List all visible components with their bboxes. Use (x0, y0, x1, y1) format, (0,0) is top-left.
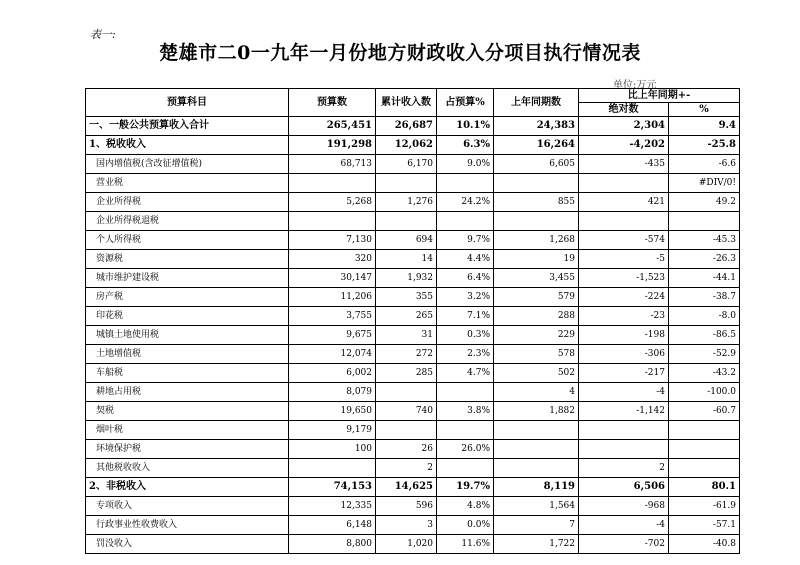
row-last-year (494, 421, 579, 440)
row-budget: 74,153 (289, 478, 376, 497)
row-last-year: 7 (494, 516, 579, 535)
row-budget: 9,675 (289, 326, 376, 345)
table-row (86, 117, 740, 136)
row-abs: -1,523 (579, 269, 669, 288)
row-last-year: 24,383 (494, 117, 579, 136)
row-pct: 9.4 (669, 117, 740, 136)
row-budget: 11,206 (289, 288, 376, 307)
row-last-year: 16,264 (494, 136, 579, 155)
row-budget: 12,074 (289, 345, 376, 364)
row-cumulative: 3 (376, 516, 437, 535)
row-pct: -100.0 (669, 383, 740, 402)
row-last-year: 578 (494, 345, 579, 364)
row-pct-budget: 0.0% (437, 516, 494, 535)
row-last-year: 229 (494, 326, 579, 345)
row-abs (579, 440, 669, 459)
row-name: 城市维护建设税 (86, 269, 289, 288)
row-pct-budget: 11.6% (437, 535, 494, 554)
header-budget: 预算数 (289, 89, 376, 117)
row-name: 国内增值税(含改征增值税) (86, 155, 289, 174)
table-row (86, 231, 740, 250)
row-cumulative: 740 (376, 402, 437, 421)
row-pct: -61.9 (669, 497, 740, 516)
row-pct: 49.2 (669, 193, 740, 212)
row-abs: -23 (579, 307, 669, 326)
row-name: 行政事业性收费收入 (86, 516, 289, 535)
row-cumulative (376, 212, 437, 231)
row-cumulative: 6,170 (376, 155, 437, 174)
row-abs: -306 (579, 345, 669, 364)
row-name: 契税 (86, 402, 289, 421)
row-cumulative: 14,625 (376, 478, 437, 497)
row-abs: -4 (579, 383, 669, 402)
row-last-year: 288 (494, 307, 579, 326)
row-last-year: 19 (494, 250, 579, 269)
row-budget: 8,079 (289, 383, 376, 402)
row-cumulative: 1,020 (376, 535, 437, 554)
row-pct: -25.8 (669, 136, 740, 155)
row-pct: -6.6 (669, 155, 740, 174)
row-last-year: 3,455 (494, 269, 579, 288)
row-pct: -8.0 (669, 307, 740, 326)
row-name: 环境保护税 (86, 440, 289, 459)
row-last-year: 1,722 (494, 535, 579, 554)
row-budget (289, 174, 376, 193)
row-cumulative: 26 (376, 440, 437, 459)
row-name: 罚没收入 (86, 535, 289, 554)
row-abs: -5 (579, 250, 669, 269)
table-row (86, 212, 740, 231)
row-abs: -4,202 (579, 136, 669, 155)
row-pct: -86.5 (669, 326, 740, 345)
row-budget: 5,268 (289, 193, 376, 212)
header-compare: 比上年同期+- (579, 89, 740, 103)
row-pct-budget (437, 383, 494, 402)
row-last-year: 8,119 (494, 478, 579, 497)
row-pct: -45.3 (669, 231, 740, 250)
row-pct-budget: 2.3% (437, 345, 494, 364)
row-pct-budget: 7.1% (437, 307, 494, 326)
table-row (86, 364, 740, 383)
header-item: 预算科目 (86, 89, 289, 117)
header-cumulative: 累计收入数 (376, 89, 437, 117)
row-abs: -224 (579, 288, 669, 307)
row-budget: 30,147 (289, 269, 376, 288)
row-pct-budget (437, 212, 494, 231)
row-pct: -40.8 (669, 535, 740, 554)
row-cumulative (376, 383, 437, 402)
row-budget: 191,298 (289, 136, 376, 155)
row-pct-budget: 4.7% (437, 364, 494, 383)
row-budget: 19,650 (289, 402, 376, 421)
row-pct: -38.7 (669, 288, 740, 307)
row-last-year: 4 (494, 383, 579, 402)
table-row (86, 307, 740, 326)
table-row (86, 421, 740, 440)
row-cumulative: 26,687 (376, 117, 437, 136)
table-row (86, 250, 740, 269)
row-abs (579, 212, 669, 231)
table-row (86, 516, 740, 535)
row-abs: -198 (579, 326, 669, 345)
row-pct-budget: 0.3% (437, 326, 494, 345)
row-last-year: 579 (494, 288, 579, 307)
table-body (86, 117, 740, 554)
row-cumulative: 1,932 (376, 269, 437, 288)
row-pct: #DIV/0! (669, 174, 740, 193)
row-cumulative: 12,062 (376, 136, 437, 155)
table-row (86, 326, 740, 345)
row-pct: -44.1 (669, 269, 740, 288)
row-pct-budget: 6.4% (437, 269, 494, 288)
row-pct: -52.9 (669, 345, 740, 364)
row-budget: 265,451 (289, 117, 376, 136)
row-abs: -1,142 (579, 402, 669, 421)
row-pct: -43.2 (669, 364, 740, 383)
row-cumulative: 2 (376, 459, 437, 478)
row-cumulative: 265 (376, 307, 437, 326)
row-abs: 6,506 (579, 478, 669, 497)
row-pct-budget (437, 459, 494, 478)
row-budget: 6,002 (289, 364, 376, 383)
row-pct: -57.1 (669, 516, 740, 535)
row-name: 土地增值税 (86, 345, 289, 364)
row-cumulative (376, 421, 437, 440)
row-cumulative: 1,276 (376, 193, 437, 212)
row-name: 印花税 (86, 307, 289, 326)
row-pct-budget (437, 174, 494, 193)
row-abs: -4 (579, 516, 669, 535)
row-cumulative: 355 (376, 288, 437, 307)
row-pct-budget: 6.3% (437, 136, 494, 155)
unit-label: 单位:万元 (613, 80, 657, 91)
table-row (86, 155, 740, 174)
row-name: 企业所得税退税 (86, 212, 289, 231)
row-name: 耕地占用税 (86, 383, 289, 402)
row-pct-budget: 26.0% (437, 440, 494, 459)
row-pct: -26.3 (669, 250, 740, 269)
row-name: 其他税收收入 (86, 459, 289, 478)
row-pct-budget: 9.7% (437, 231, 494, 250)
table-row (86, 345, 740, 364)
row-abs (579, 174, 669, 193)
row-pct-budget: 10.1% (437, 117, 494, 136)
row-budget: 12,335 (289, 497, 376, 516)
row-budget: 100 (289, 440, 376, 459)
revenue-table (85, 88, 740, 554)
row-cumulative: 596 (376, 497, 437, 516)
row-cumulative: 694 (376, 231, 437, 250)
row-pct: -60.7 (669, 402, 740, 421)
row-budget: 6,148 (289, 516, 376, 535)
table-row (86, 174, 740, 193)
row-abs: -217 (579, 364, 669, 383)
row-last-year (494, 459, 579, 478)
row-pct (669, 212, 740, 231)
row-abs: 2,304 (579, 117, 669, 136)
row-name: 2、非税收入 (86, 478, 289, 497)
row-pct (669, 440, 740, 459)
row-budget (289, 459, 376, 478)
row-last-year: 6,605 (494, 155, 579, 174)
page-title: 楚雄市二0一九年一月份地方财政收入分项目执行情况表 (159, 42, 641, 64)
row-pct-budget (437, 421, 494, 440)
row-last-year: 1,882 (494, 402, 579, 421)
row-cumulative (376, 174, 437, 193)
row-last-year (494, 174, 579, 193)
row-last-year: 1,564 (494, 497, 579, 516)
row-budget: 8,800 (289, 535, 376, 554)
row-name: 资源税 (86, 250, 289, 269)
header-pct-budget: 占预算% (437, 89, 494, 117)
row-pct-budget: 3.8% (437, 402, 494, 421)
table-row (86, 288, 740, 307)
row-name: 一、一般公共预算收入合计 (86, 117, 289, 136)
row-budget: 320 (289, 250, 376, 269)
row-pct (669, 421, 740, 440)
row-name: 企业所得税 (86, 193, 289, 212)
row-last-year: 855 (494, 193, 579, 212)
row-budget: 9,179 (289, 421, 376, 440)
row-cumulative: 31 (376, 326, 437, 345)
row-abs: -702 (579, 535, 669, 554)
row-name: 城镇土地使用税 (86, 326, 289, 345)
row-pct-budget: 24.2% (437, 193, 494, 212)
row-abs: -968 (579, 497, 669, 516)
row-name: 专项收入 (86, 497, 289, 516)
row-pct-budget: 4.4% (437, 250, 494, 269)
table-row (86, 459, 740, 478)
row-name: 车船税 (86, 364, 289, 383)
table-row (86, 497, 740, 516)
row-name: 房产税 (86, 288, 289, 307)
table-row (86, 440, 740, 459)
row-pct-budget: 19.7% (437, 478, 494, 497)
row-cumulative: 272 (376, 345, 437, 364)
table-note: 表一: (90, 28, 116, 41)
row-abs: 421 (579, 193, 669, 212)
row-pct-budget: 3.2% (437, 288, 494, 307)
row-budget: 68,713 (289, 155, 376, 174)
table-row (86, 136, 740, 155)
row-abs: -574 (579, 231, 669, 250)
row-pct-budget: 9.0% (437, 155, 494, 174)
row-cumulative: 14 (376, 250, 437, 269)
row-name: 1、税收收入 (86, 136, 289, 155)
table-row (86, 269, 740, 288)
row-last-year (494, 212, 579, 231)
row-pct (669, 459, 740, 478)
row-last-year: 1,268 (494, 231, 579, 250)
row-name: 营业税 (86, 174, 289, 193)
row-abs: -435 (579, 155, 669, 174)
row-abs (579, 421, 669, 440)
row-cumulative: 285 (376, 364, 437, 383)
table-row (86, 535, 740, 554)
row-pct-budget: 4.8% (437, 497, 494, 516)
row-budget (289, 212, 376, 231)
row-pct: 80.1 (669, 478, 740, 497)
row-last-year (494, 440, 579, 459)
header-pct: % (669, 103, 740, 117)
row-abs: 2 (579, 459, 669, 478)
header-abs: 绝对数 (579, 103, 669, 117)
row-budget: 7,130 (289, 231, 376, 250)
row-last-year: 502 (494, 364, 579, 383)
table-row (86, 402, 740, 421)
row-name: 个人所得税 (86, 231, 289, 250)
table-row (86, 383, 740, 402)
table-row (86, 478, 740, 497)
row-name: 烟叶税 (86, 421, 289, 440)
row-budget: 3,755 (289, 307, 376, 326)
table-row (86, 193, 740, 212)
header-last-year: 上年同期数 (494, 89, 579, 117)
